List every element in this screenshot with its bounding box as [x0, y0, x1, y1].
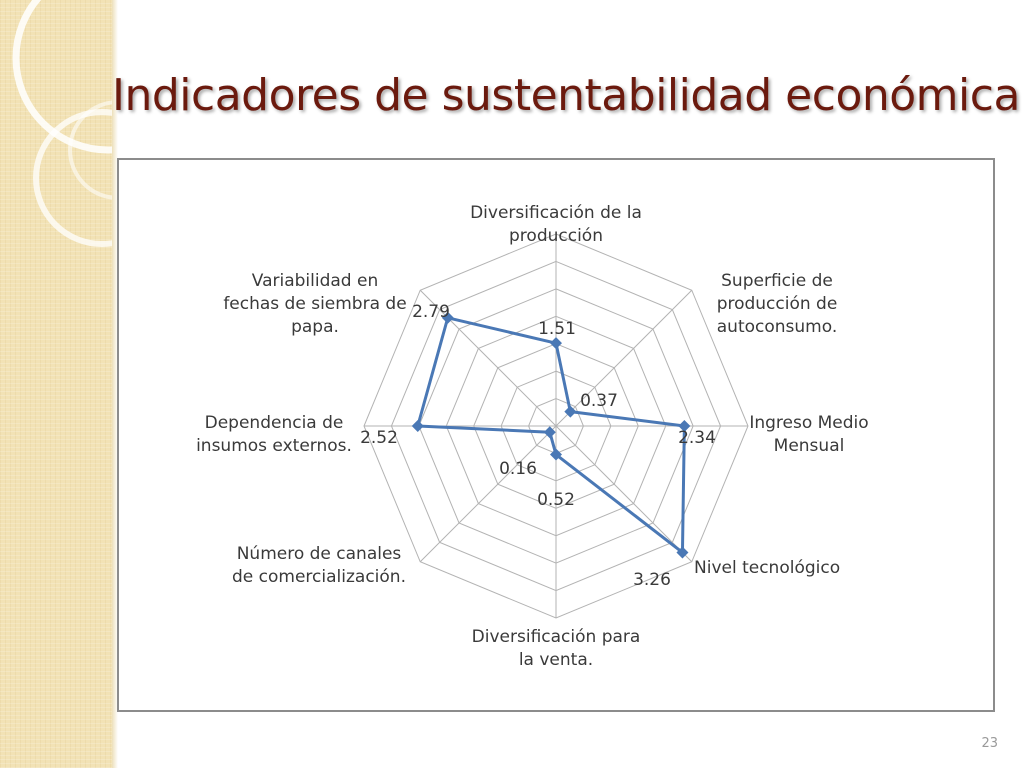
category-label-line: Número de canales: [236, 544, 402, 564]
grid-spoke: [556, 290, 692, 426]
category-label-line: Mensual: [773, 436, 845, 456]
category-label-line: de comercialización.: [232, 567, 406, 587]
category-label-line: autoconsumo.: [716, 317, 838, 337]
data-value-label: 1.51: [538, 319, 576, 339]
data-value-label: 3.26: [633, 570, 671, 590]
category-label-line: la venta.: [518, 650, 594, 670]
category-label-line: Diversificación de la: [470, 203, 642, 223]
decorative-circles: [0, 0, 112, 768]
category-label: [196, 413, 352, 456]
category-label-line: Superficie de: [721, 271, 833, 291]
category-label: [749, 413, 868, 456]
category-label-line: Nivel tecnológico: [694, 558, 841, 578]
category-label-line: Diversificación para: [471, 627, 641, 647]
category-label: [717, 271, 838, 337]
category-label-line: papa.: [291, 317, 339, 337]
data-value-label: 0.52: [537, 490, 575, 510]
decorative-sidebar: [0, 0, 112, 768]
category-label: [232, 544, 406, 587]
slide-title: Indicadores de sustentabilidad económica: [112, 70, 1020, 121]
page-number: 23: [981, 736, 998, 751]
data-value-label: 0.16: [499, 459, 537, 479]
category-label: [223, 271, 406, 337]
category-label-line: Variabilidad en: [251, 271, 379, 291]
category-label: [694, 558, 840, 578]
radar-chart: [119, 160, 993, 710]
data-value-label: 0.37: [580, 391, 618, 411]
category-label-line: producción: [509, 226, 603, 246]
grid-spoke: [420, 426, 556, 562]
data-value-label: 2.34: [678, 428, 716, 448]
chart-frame: [117, 158, 995, 712]
category-label-line: Dependencia de: [204, 413, 344, 433]
data-value-label: 2.52: [360, 428, 398, 448]
category-label: [472, 627, 641, 670]
data-point-marker: [412, 420, 424, 432]
category-label-line: Ingreso Medio: [749, 413, 869, 433]
grid-spoke: [556, 426, 692, 562]
category-label: [470, 203, 642, 246]
category-label-line: fechas de siembra de: [223, 294, 407, 314]
category-label-line: insumos externos.: [196, 436, 352, 456]
data-value-label: 2.79: [412, 302, 450, 322]
category-label-line: producción de: [716, 294, 838, 314]
